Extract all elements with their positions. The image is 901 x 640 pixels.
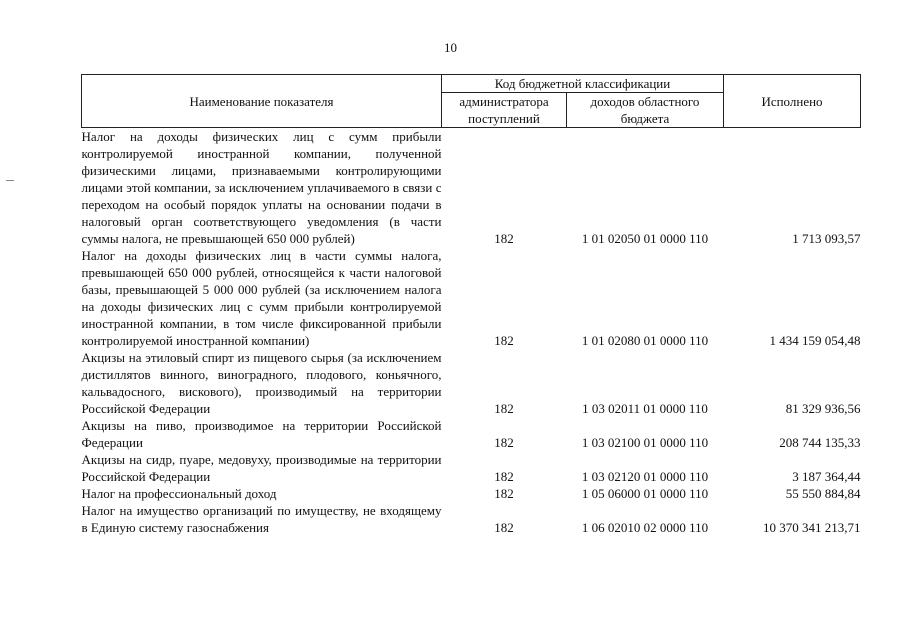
header-admin: администратора поступлений xyxy=(442,93,567,128)
row-executed: 208 744 135,33 xyxy=(779,435,861,450)
row-name: Акцизы на сидр, пуаре, медовуху, производимые на территории Российской Федерации xyxy=(81,452,442,484)
table-row xyxy=(82,247,861,349)
budget-table xyxy=(81,74,861,536)
row-code: 1 01 02050 01 0000 110 xyxy=(581,231,709,246)
row-executed: 1 434 159 054,48 xyxy=(769,333,861,348)
row-name: Акцизы на этиловый спирт из пищевого сырья (за исключением дистиллятов винного, виноградного, плодового, коньячного, кальвадосного, вискового), производимый на территории Российской Федерации xyxy=(81,350,442,416)
row-admin: 182 xyxy=(494,231,514,246)
table-row xyxy=(82,417,861,451)
row-executed: 10 370 341 213,71 xyxy=(763,520,861,535)
row-executed: 81 329 936,56 xyxy=(785,401,861,416)
row-name: Акцизы на пиво, производимое на территории Российской Федерации xyxy=(81,418,442,450)
table-row xyxy=(82,502,861,536)
row-code: 1 01 02080 01 0000 110 xyxy=(581,333,709,348)
row-name: Налог на имущество организаций по имуществу, не входящему в Единую систему газоснабжения xyxy=(81,503,442,535)
row-admin: 182 xyxy=(494,333,514,348)
page-number: 10 xyxy=(444,40,457,55)
row-executed: 3 187 364,44 xyxy=(792,469,861,484)
row-code: 1 03 02100 01 0000 110 xyxy=(581,435,709,450)
row-admin: 182 xyxy=(494,401,514,416)
row-name: Налог на доходы физических лиц в части суммы налога, превышающей 650 000 рублей, относящейся к части налоговой базы, превышающей 5 000 000 рублей (за исключением налога на доходы физических лиц с сумм прибыли контролируемой иностранной компании, в том числе фиксированной прибыли контролируемой иностранной компании) xyxy=(81,248,442,348)
row-admin: 182 xyxy=(494,486,514,501)
row-code: 1 03 02011 01 0000 110 xyxy=(582,401,708,416)
row-code: 1 05 06000 01 0000 110 xyxy=(581,486,709,501)
row-admin: 182 xyxy=(494,520,514,535)
row-executed: 55 550 884,84 xyxy=(785,486,861,501)
header-executed: Исполнено xyxy=(724,75,861,128)
header-code-group: Код бюджетной классификации xyxy=(442,75,724,93)
row-code: 1 03 02120 01 0000 110 xyxy=(581,469,709,484)
row-executed: 1 713 093,57 xyxy=(792,231,861,246)
table-row xyxy=(82,451,861,485)
row-code: 1 06 02010 02 0000 110 xyxy=(581,520,709,535)
row-admin: 182 xyxy=(494,469,514,484)
row-name: Налог на профессиональный доход xyxy=(81,486,277,501)
table-row xyxy=(82,485,861,502)
margin-mark xyxy=(6,180,14,181)
row-name: Налог на доходы физических лиц с сумм прибыли контролируемой иностранной компании, полученной физическими лицами, признаваемыми контролирующими лицами этой компании, за исключением уплачиваемого в связи с переходом на особый порядок уплаты на основании подачи в налоговый орган соответствующего уведомления (в части суммы налога, не превышающей 650 000 рублей) xyxy=(81,129,442,246)
table-row xyxy=(82,349,861,417)
row-admin: 182 xyxy=(494,435,514,450)
header-income: доходов областного бюджета xyxy=(567,93,724,128)
header-name: Наименование показателя xyxy=(82,75,442,128)
table-row xyxy=(82,128,861,248)
